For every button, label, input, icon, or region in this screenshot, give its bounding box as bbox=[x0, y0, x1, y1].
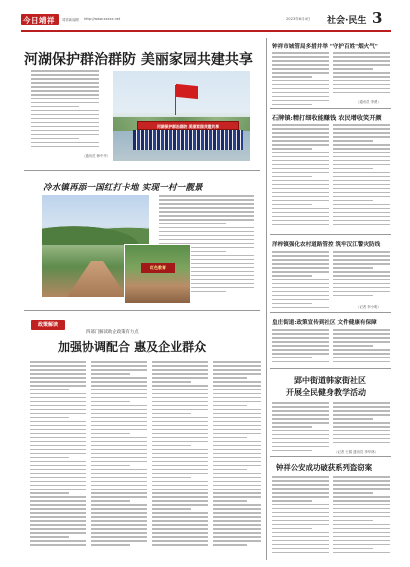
masthead-url[interactable]: http://www.xxxxx.net bbox=[84, 17, 121, 21]
column-divider bbox=[266, 38, 267, 560]
right-rule-2 bbox=[270, 234, 391, 235]
policy-kicker: 四部门解读助企政策有力点 bbox=[86, 330, 139, 335]
masthead bbox=[0, 0, 410, 34]
right-story-1-col-a bbox=[272, 52, 329, 108]
right-rule-4 bbox=[270, 368, 391, 369]
sign-board bbox=[141, 263, 175, 273]
right-story-3-col-a bbox=[272, 251, 329, 313]
lead-body-text bbox=[31, 70, 99, 152]
feature-photo-sign: 红色教育 bbox=[150, 265, 166, 270]
feature-photo-2 bbox=[124, 244, 191, 304]
right-byline-1: （通讯员 李勇） bbox=[356, 100, 381, 104]
lead-byline: （通讯员 韩中华） bbox=[82, 154, 111, 158]
masthead-section: 社会·民生 bbox=[327, 16, 367, 26]
masthead-logo: 今日靖祥 bbox=[23, 16, 55, 25]
right-story-4-col-b bbox=[333, 329, 390, 367]
right-headline-1: 钟祥市城管局多措并举 "守护百姓"烟火气" bbox=[272, 44, 378, 50]
masthead-rule bbox=[21, 30, 391, 32]
policy-headline: 加强协调配合 惠及企业群众 bbox=[58, 340, 207, 354]
right-byline-2: （记者 李小明） bbox=[356, 305, 381, 309]
masthead-page-number: 3 bbox=[372, 9, 383, 27]
lead-headline: 河湖保护群治群防 美丽家园共建共享 bbox=[24, 52, 253, 68]
feature-bottom-rule bbox=[24, 310, 260, 311]
masthead-logo-block bbox=[21, 14, 59, 25]
right-story-5-col-b bbox=[333, 402, 390, 448]
right-story-2-col-b bbox=[333, 124, 390, 232]
policy-col-3 bbox=[152, 361, 208, 557]
lead-bottom-rule bbox=[24, 170, 260, 171]
photo-people bbox=[133, 130, 243, 150]
policy-tag bbox=[31, 320, 65, 330]
red-flag-icon bbox=[176, 84, 198, 99]
right-story-2-col-a bbox=[272, 124, 329, 232]
policy-col-1 bbox=[30, 361, 86, 557]
right-rule-5 bbox=[270, 456, 391, 457]
right-story-1-col-b bbox=[333, 52, 390, 98]
right-story-4-col-a bbox=[272, 329, 329, 367]
photo-path bbox=[67, 261, 127, 297]
masthead-logo-sub: 靖祥新闻网 bbox=[62, 18, 79, 22]
lead-banner-text: 河湖保护群治群防 美丽家园共建共享 bbox=[156, 124, 220, 129]
right-headline-3: 洋梓镇强化农村道路管控 筑牢汉江警灾防线 bbox=[272, 242, 381, 248]
feature-headline: 冷水镇再添一国红打卡地 实现一村一靓景 bbox=[43, 183, 203, 193]
right-headline-6: 钟祥公安成功破获系列盗窃案 bbox=[276, 463, 373, 472]
right-headline-5-line-2: 开展全民健身教学活动 bbox=[286, 387, 366, 397]
lead-banner bbox=[137, 121, 239, 130]
masthead-date: 2023年6月4日 bbox=[286, 17, 311, 21]
lead-photo bbox=[113, 71, 250, 161]
right-headline-4: 皇庄街道:政策宣传到社区 文件健康有保障 bbox=[272, 320, 377, 326]
policy-tag-text: 政策解读 bbox=[37, 322, 58, 328]
photo-hills bbox=[42, 223, 149, 245]
right-story-6-col-b bbox=[333, 476, 390, 558]
right-story-5-col-a bbox=[272, 402, 329, 454]
policy-col-4 bbox=[213, 361, 261, 557]
right-rule-3 bbox=[270, 312, 391, 313]
right-headline-5-line-1: 郢中街道韩家街社区 bbox=[294, 375, 366, 385]
right-story-6-col-a bbox=[272, 476, 329, 558]
policy-col-2 bbox=[91, 361, 147, 557]
right-story-3-col-b bbox=[333, 251, 390, 303]
right-rule-1 bbox=[270, 108, 391, 109]
right-byline-3: （记者 王娟 通讯员 李华林） bbox=[334, 450, 378, 454]
right-headline-2: 石牌镇:精打细收能赚钱 农民增收笑开颜 bbox=[272, 115, 382, 122]
